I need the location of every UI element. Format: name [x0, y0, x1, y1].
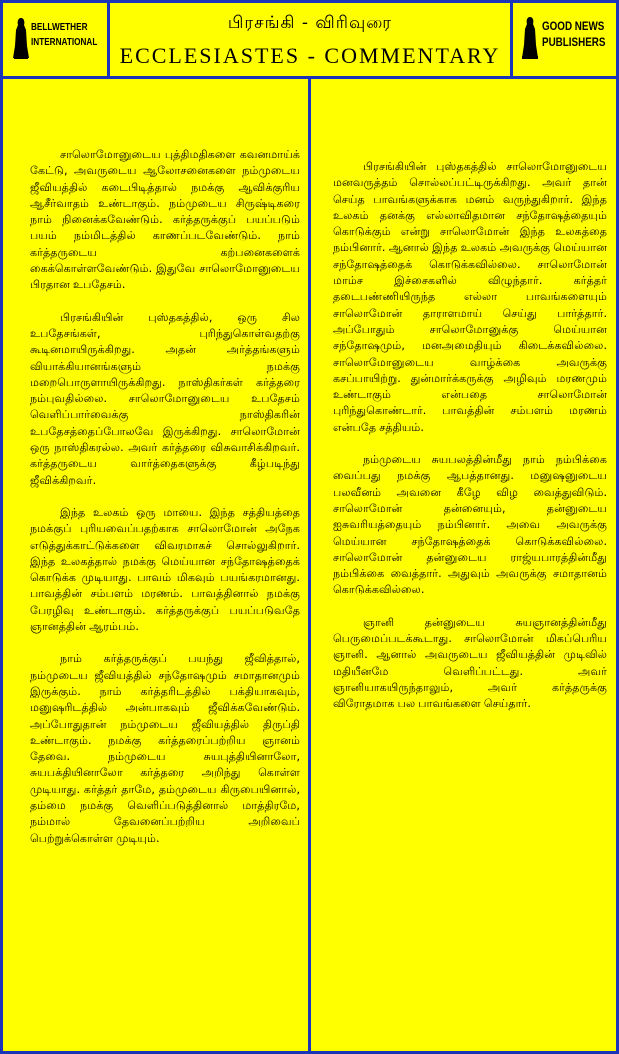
left-paragraph-4: நாம் கர்த்தருக்குப் பயந்து ஜீவித்தால், நம்முடைய ஜீவியத்தில் சந்தோஷமும் சமாதானமும் இருக்கும். நாம் கர்த்தரிடத்தில் பக்தியாகவும், மனுஷரிடத்தில் அன்பாகவும் ஜீவிக்கவேண்டும். அப்போதுதான் நம்முடைய ஜீவியத்தில் திருப்தி உண்டாகும். நமக்கு கர்த்தரைப்பற்றிய ஞானம் தேவை. நம்முடைய சுயபுத்தியினாலோ, சுயபக்தியினாலோ கர்த்தரை அறிந்து கொள்ள முடியாது. கர்த்தர் தாமே, தம்முடைய கிருபையினால், தம்மை நமக்கு வெளிப்படுத்தினால் மாத்திரமே, நம்மால் தேவனைப்பற்றிய அறிவைப் பெற்றுக்கொள்ள முடியும். [30, 652, 300, 845]
right-paragraph-1: பிரசங்கியின் புஸ்தகத்தில் சாலொமோனுடைய மனவருத்தம் சொல்லப்பட்டிருக்கிறது. அவர் தான் செய்த பாவங்களுக்காக மனம் வருந்துகிறார். இந்த உலகம் தனக்கு எல்லாவிதமான சந்தோஷத்தையும் கொடுக்கும் என்று சாலொமோன் இந்த உலகத்தை நம்பினார். ஆனால் இந்த உலகம் அவருக்கு மெய்யான சந்தோஷத்தைக் கொடுக்கவில்லை. சாலொமோன் மாம்ச இச்சைகளில் விழுந்தார். கர்த்தர் தடைபண்ணியிருந்த எல்லா பாவங்களையும் சாலொமோன் தாராளமாய் செய்து பார்த்தார். அப்போதும் சாலொமோனுக்கு மெய்யான சந்தோஷமும், மனஅமைதியும் கிடைக்கவில்லை. சாலொமோனுடைய வாழ்க்கை அவருக்கு கசப்பாயிற்று. துன்மார்க்கருக்கு அழிவும் மரணமும் உண்டாகும் என்பதை சாலொமோன் புரிந்துகொண்டார். பாவத்தின் சம்பளம் மரணம் என்பதே சத்தியம். [333, 160, 607, 434]
title-english: ECCLESIASTES - COMMENTARY [119, 43, 501, 68]
right-paragraph-3: ஞானி தன்னுடைய சுயஞானத்தின்மீது பெருமைப்படக்கூடாது. சாலொமோன் மிகப்பெரிய ஞானி. ஆனால் அவருடைய ஜீவியத்தின் முடிவில் மதியீனமே வெளிப்பட்டது. அவர் ஞானியாகயிருந்தாலும், அவர் கர்த்தருக்கு விரோதமாக பல பாவங்களை செய்தார். [333, 615, 607, 711]
left-column [3, 79, 308, 1051]
right-paragraph-2: நம்முடைய சுயபலத்தின்மீது நாம் நம்பிக்கை வைப்பது நமக்கு ஆபத்தானது. மனுஷனுடைய பலவீனம் அவனை கீழே விழ வைத்துவிடும். சாலொமோன் தன்னையும், தன்னுடைய ஐசுவரியத்தையும் நம்பினார். அவை அவருக்கு மெய்யான சந்தோஷத்தைக் கொடுக்கவில்லை. சாலொமோன் தன்னுடைய ராஜ்யபாரத்தின்மீது நம்பிக்கை வைத்தார். அதுவும் அவருக்கு சமாதானம் கொடுக்கவில்லை. [333, 453, 607, 597]
title-box [110, 3, 510, 76]
title-tamil: பிரசங்கி - விரிவுரை [227, 13, 393, 33]
bellwether-figure-icon [11, 16, 31, 60]
logo-left-line2: INTERNATIONAL [31, 37, 98, 48]
right-column [311, 79, 616, 1051]
logo-right-line1: GOOD NEWS [542, 19, 605, 33]
logo-left-line1: BELLWETHER [31, 22, 88, 33]
left-paragraph-1: சாலொமோனுடைய புத்திமதிகளை கவனமாய்க் கேட்டு, அவருடைய ஆலோசனைகளை நம்முடைய ஜீவியத்தில் கடைபிடித்தால் நமக்கு ஆவிக்குரிய ஆசீர்வாதம் உண்டாகும். நம்முடைய சிருஷ்டிகரை நாம் நினைக்கவேண்டும். கர்த்தருக்குப் பயப்படும் பயம் நம்மிடத்தில் காணப்படவேண்டும். நாம் கர்த்தருடைய கற்பனைகளைக் கைக்கொள்ளவேண்டும். இதுவே சாலொமோனுடைய பிரதான உபதேசம். [30, 148, 300, 292]
left-paragraph-2: பிரசங்கியின் புஸ்தகத்தில், ஒரு சில உபதேசங்கள், புரிந்துகொள்வதற்கு கூடினமாயிருக்கிறது. அதன் அர்த்தங்களும் வியாக்கியானங்களும் நமக்கு மறைபொருளாயிருக்கிறது. நாஸ்திகர்கள் கர்த்தரை நம்புவதில்லை. சாலொமோனுடைய உபதேசம் வெளிப்பார்வைக்கு நாஸ்திகரின் உபதேசத்தைப்போலவே இருக்கிறது. சாலொமோன் ஒரு நாஸ்திகரல்ல. அவர் கர்த்தரை விசுவாசிக்கிறவர். கர்த்தருடைய வார்த்தைகளுக்கு கீழ்படிந்து ஜீவிக்கிறவர். [30, 310, 300, 487]
left-paragraph-3: இந்த உலகம் ஒரு மாயை. இந்த சத்தியத்தை நமக்குப் புரியவைப்பதற்காக சாலொமோன் அநேக எடுத்துக்காட்டுக்களை விவரமாகச் சொல்லுகிறார். இந்த உலகத்தால் நமக்கு மெய்யான சந்தோஷத்தைக் கொடுக்க முடியாது. பாவம் மிகவும் பயங்கரமானது. பாவத்தின் சம்பளம் மரணம். பாவத்தினால் நமக்கு பேரழிவு உண்டாகும். கர்த்தருக்குப் பயப்படுவதே ஞானத்தின் ஆரம்பம். [30, 505, 300, 634]
bellwether-logo [3, 3, 107, 76]
good-news-logo [513, 3, 616, 76]
good-news-figure-icon [519, 15, 541, 61]
page-header [3, 3, 616, 76]
logo-right-line2: PUBLISHERS [542, 35, 606, 49]
